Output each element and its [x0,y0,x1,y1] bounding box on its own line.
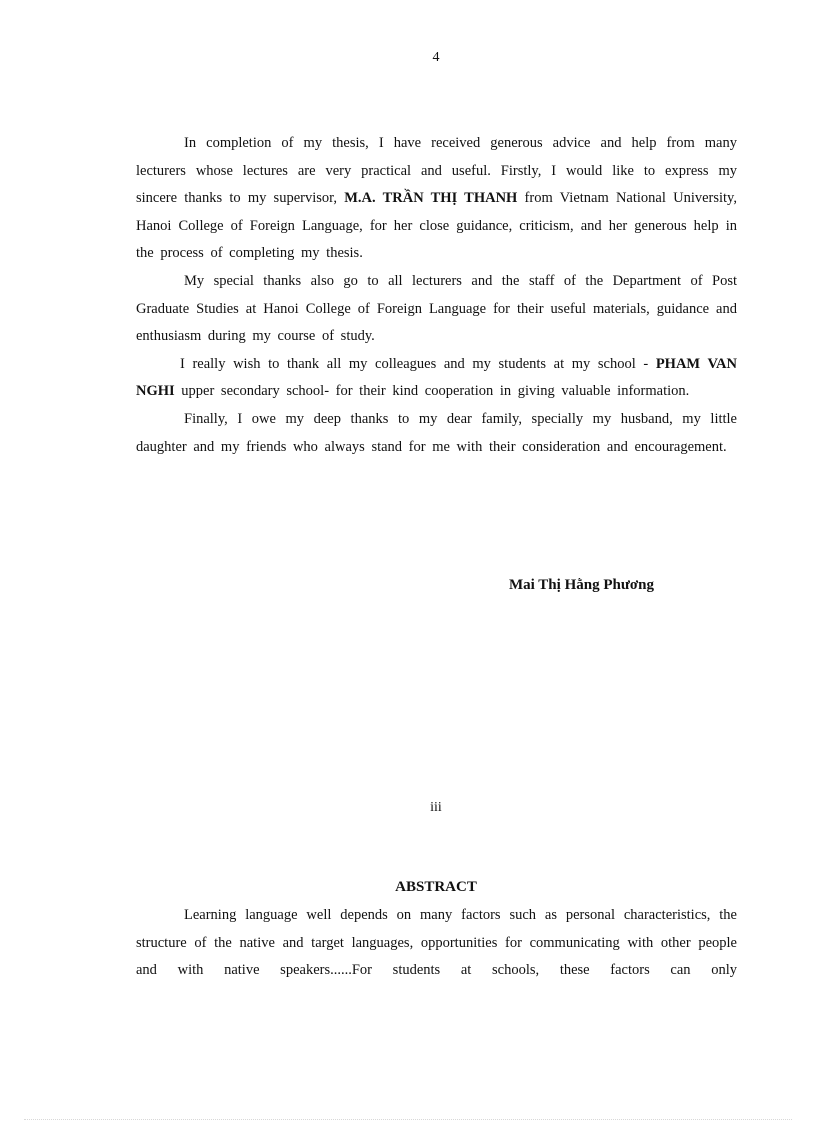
page-bottom-divider [24,1119,792,1120]
author-signature: Mai Thị Hằng Phương [509,577,654,593]
abstract-section [136,902,737,985]
page-number: 4 [432,50,440,65]
abstract-title: ABSTRACT [395,879,477,895]
roman-page-number: iii [430,800,442,815]
ack-paragraph-3 [136,351,737,406]
abstract-paragraph: Learning language well depends on many factors such as personal characteristics, the structure of the native and target languages, opportunities for communicating with other people and with native speakers......For students at schools, these factors can only [136,907,737,979]
ack-paragraph-2: My special thanks also go to all lecturers and the staff of the Department of Post Graduate Studies at Hanoi College of Foreign Language for their useful materials, guidance and enthusiasm during my course of study. [136,272,737,345]
ack-paragraph-1 [136,130,737,268]
acknowledgements-section [136,130,737,461]
ack-paragraph-1-text-a: In completion of my thesis, I have received generous advice and help from many lecturers whose lectures are very practical and useful. Firstly, I would like to express my sincere thanks to my supervisor, [136,135,737,207]
ack-paragraph-3-text-b: upper secondary school- for their kind cooperation in giving valuable information. [174,383,690,400]
school-name: PHAM VAN NGHI [136,355,738,400]
ack-paragraph-3-text-a: I really wish to thank all my colleagues and my students at my school - [180,355,656,372]
supervisor-name: M.A. TRẦN THỊ THANH [344,190,518,207]
ack-paragraph-4: Finally, I owe my deep thanks to my dear family, specially my husband, my little daughter and my friends who always stand for me with their consideration and encouragement. [136,410,737,455]
ack-paragraph-1-text-b: from Vietnam National University, Hanoi College of Foreign Language, for her close guidance, criticism, and her generous help in the process of completing my thesis. [136,190,737,262]
